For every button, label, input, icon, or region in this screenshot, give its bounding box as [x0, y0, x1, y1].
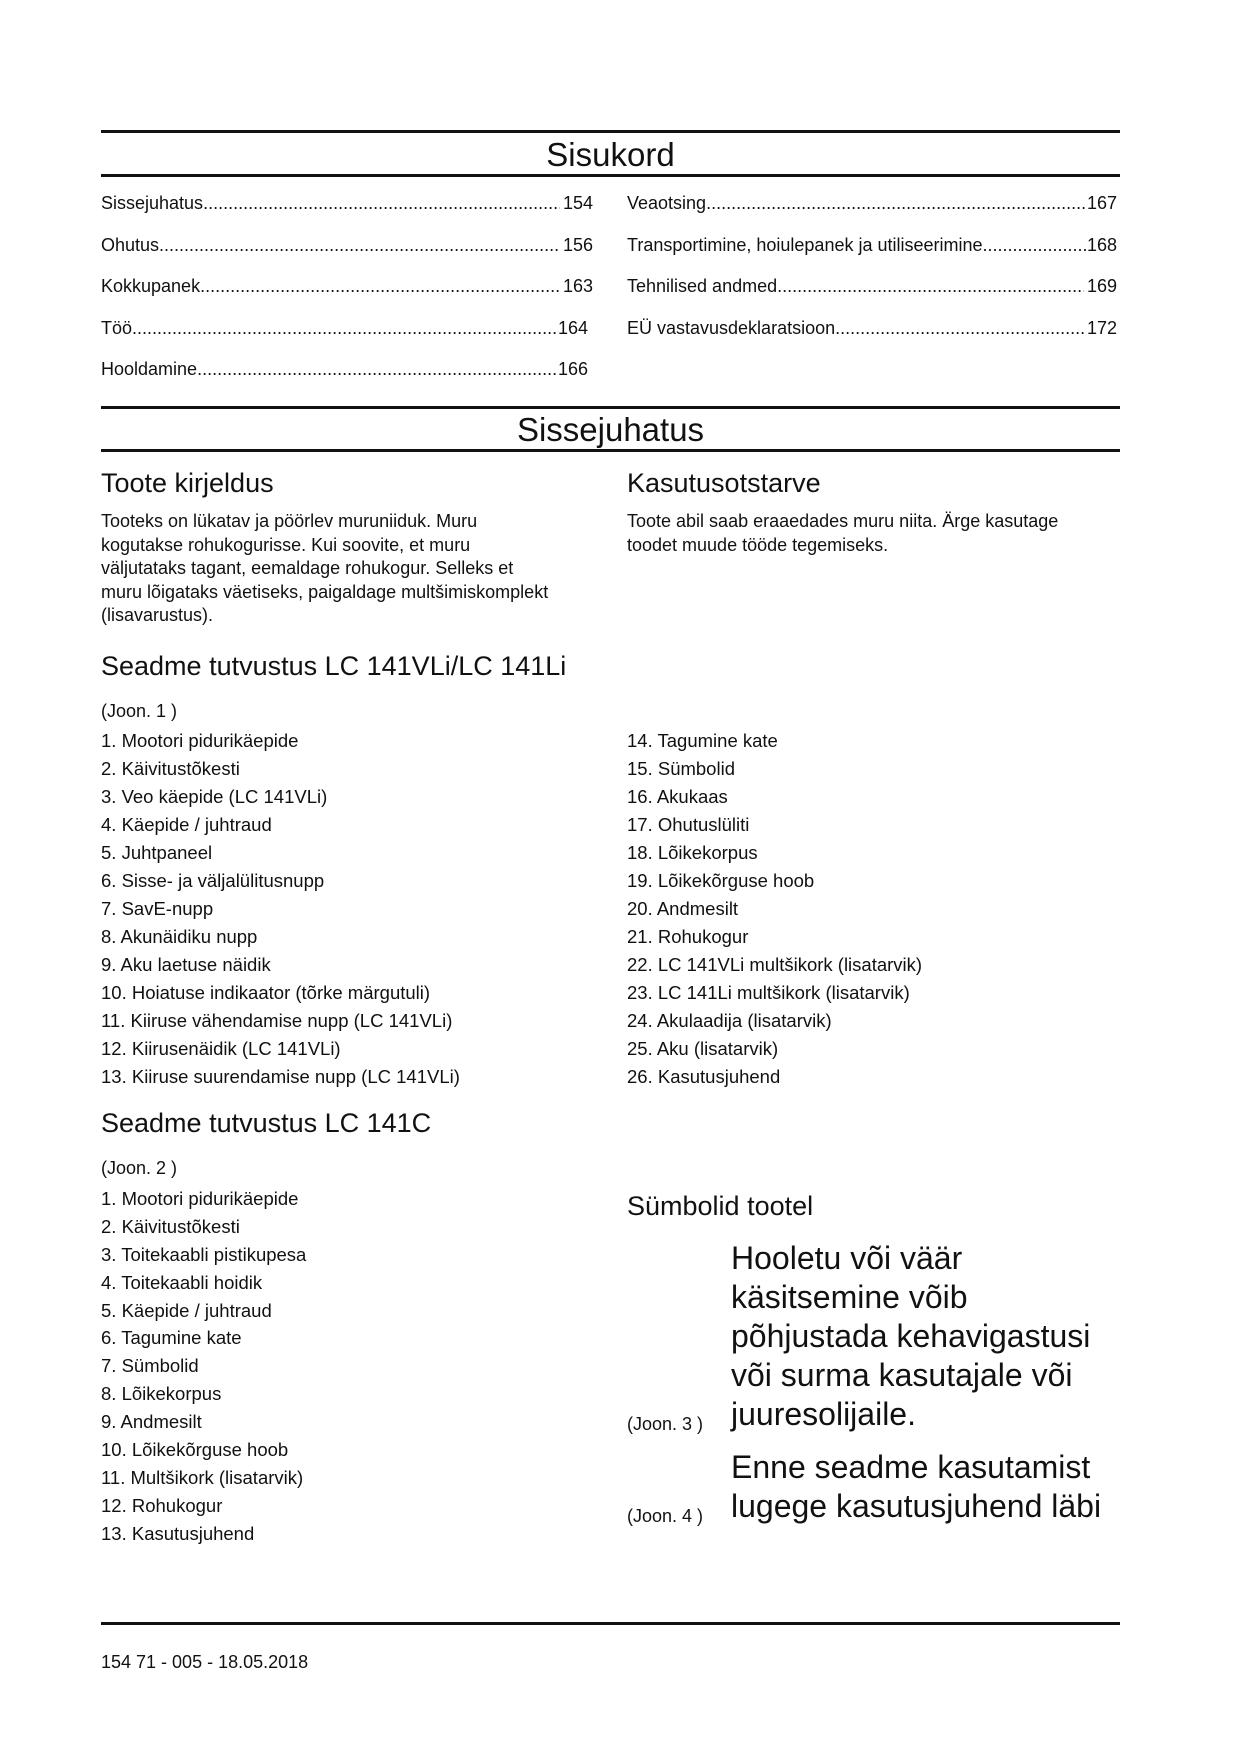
list-item: 3. Toitekaabli pistikupesa	[101, 1243, 307, 1265]
list-item: 8. Lõikekorpus	[101, 1383, 222, 1405]
list-item: 12. Kiirusenäidik (LC 141VLi)	[101, 1038, 341, 1059]
symbols-heading: Sümbolid tootel	[627, 1191, 814, 1221]
list-item: 15. Sümbolid	[627, 758, 735, 779]
list-item: 21. Rohukogur	[627, 926, 749, 947]
symbols-warning-2-text: Enne seadme kasutamist lugege kasutusjuhend läbi	[731, 1449, 1102, 1524]
toc-title: Sisukord	[546, 136, 675, 173]
list-item: 5. Juhtpaneel	[101, 842, 213, 863]
list-item: 7. SavE-nupp	[101, 898, 214, 919]
intro-top-rule	[101, 406, 1120, 409]
list-item: 10. Lõikekõrguse hoob	[101, 1439, 289, 1461]
overview-1-figure-ref: (Joon. 1 )	[101, 701, 178, 721]
toc-top-rule	[101, 130, 1120, 133]
list-item: 1. Mootori pidurikäepide	[101, 730, 299, 751]
footer-rule	[101, 1622, 1120, 1625]
toc-entry-tehnilised-andmed[interactable]: Tehnilised andmed ..... 169	[627, 275, 1117, 297]
toc-entry-ohutus[interactable]: Ohutus ..... 156	[101, 234, 593, 256]
list-item: 13. Kiiruse suurendamise nupp (LC 141VLi)	[101, 1066, 460, 1087]
overview-2-heading: Seadme tutvustus LC 141C	[101, 1108, 432, 1138]
list-item: 6. Tagumine kate	[101, 1327, 242, 1349]
intro-bottom-rule	[101, 449, 1120, 452]
list-item: 23. LC 141Li multšikork (lisatarvik)	[627, 982, 910, 1003]
footer-document-number: 154 71 - 005 - 18.05.2018	[101, 1652, 309, 1672]
list-item: 4. Toitekaabli hoidik	[101, 1271, 263, 1293]
list-item: 13. Kasutusjuhend	[101, 1522, 255, 1544]
overview-1-right-list	[627, 727, 922, 1091]
list-item: 19. Lõikekõrguse hoob	[627, 870, 815, 891]
symbols-warning-2-figure-ref: (Joon. 4 )	[627, 1506, 704, 1526]
overview-2-list	[101, 1185, 306, 1548]
symbols-warning-1-text: Hooletu või väär käsitsemine võib põhjustada kehavigastusi või surma kasutajale või juuresolijaile.	[731, 1240, 1091, 1432]
list-item: 25. Aku (lisatarvik)	[627, 1038, 779, 1059]
list-item: 2. Käivitustõkesti	[101, 758, 240, 779]
product-description-text: Tooteks on lükatav ja pöörlev muruniiduk. Muru kogutakse rohukogurisse. Kui soovite, et muru väljutataks tagant, eemaldage rohukogur. Selleks et muru lõigataks väetiseks, paigaldage multšimiskomplekt (lisavarustus).	[101, 511, 549, 625]
overview-1-heading: Seadme tutvustus LC 141VLi/LC 141Li	[101, 651, 567, 681]
list-item: 14. Tagumine kate	[627, 730, 778, 751]
list-item: 5. Käepide / juhtraud	[101, 1299, 272, 1321]
list-item: 11. Kiiruse vähendamise nupp (LC 141VLi)	[101, 1010, 453, 1031]
toc-entry-sissejuhatus[interactable]: Sissejuhatus ..... 154	[101, 192, 593, 214]
list-item: 6. Sisse- ja väljalülitusnupp	[101, 870, 325, 891]
toc-entry-too[interactable]: Töö ..... 164	[101, 317, 588, 339]
toc-entry-hooldamine[interactable]: Hooldamine ..... 166	[101, 358, 588, 380]
toc-entry-transportimine[interactable]: Transportimine, hoiulepanek ja utiliseerimine ..... 168	[627, 234, 1117, 256]
list-item: 18. Lõikekorpus	[627, 842, 758, 863]
list-item: 26. Kasutusjuhend	[627, 1066, 781, 1087]
list-item: 4. Käepide / juhtraud	[101, 814, 272, 835]
list-item: 24. Akulaadija (lisatarvik)	[627, 1010, 832, 1031]
intro-title: Sissejuhatus	[516, 411, 705, 448]
list-item: 16. Akukaas	[627, 786, 728, 807]
list-item: 7. Sümbolid	[101, 1355, 199, 1377]
list-item: 22. LC 141VLi multšikork (lisatarvik)	[627, 954, 923, 975]
toc-entry-veaotsing[interactable]: Veaotsing ..... 167	[627, 192, 1117, 214]
list-item: 10. Hoiatuse indikaator (tõrke märgutuli)	[101, 982, 431, 1003]
list-item: 9. Aku laetuse näidik	[101, 954, 271, 975]
product-description-heading: Toote kirjeldus	[101, 468, 274, 498]
list-item: 17. Ohutuslüliti	[627, 814, 750, 835]
toc-bottom-rule	[101, 174, 1120, 177]
symbols-warning-1-figure-ref: (Joon. 3 )	[627, 1414, 704, 1434]
list-item: 8. Akunäidiku nupp	[101, 926, 258, 947]
list-item: 1. Mootori pidurikäepide	[101, 1188, 299, 1209]
list-item: 20. Andmesilt	[627, 898, 739, 919]
intended-use-heading: Kasutusotstarve	[627, 468, 821, 498]
list-item: 3. Veo käepide (LC 141VLi)	[101, 786, 328, 807]
toc-entry-kokkupanek[interactable]: Kokkupanek ..... 163	[101, 275, 593, 297]
overview-2-figure-ref: (Joon. 2 )	[101, 1158, 178, 1178]
overview-1-left-list	[101, 727, 460, 1091]
list-item: 12. Rohukogur	[101, 1494, 223, 1516]
list-item: 9. Andmesilt	[101, 1411, 202, 1433]
list-item: 2. Käivitustõkesti	[101, 1215, 240, 1237]
toc-entry-eu-vastavusdeklaratsioon[interactable]: EÜ vastavusdeklaratsioon ..... 172	[627, 317, 1117, 339]
intended-use-text: Toote abil saab eraaedades muru niita. Ärge kasutage toodet muude tööde tegemiseks.	[627, 511, 1059, 555]
list-item: 11. Multšikork (lisatarvik)	[101, 1466, 304, 1488]
